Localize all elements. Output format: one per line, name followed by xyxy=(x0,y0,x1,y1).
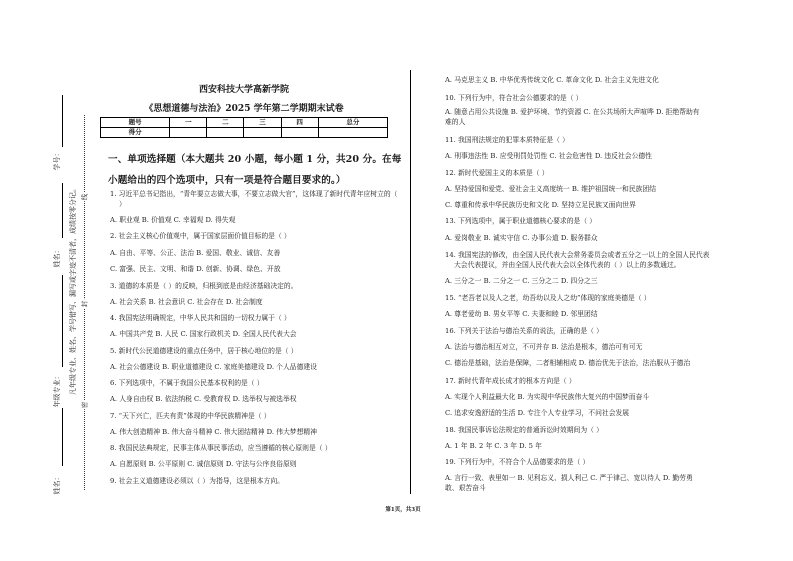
question-stem: 6. 下列选项中，不属于我国公民基本权利的是（ ） xyxy=(110,379,264,387)
score-table-header-row xyxy=(101,118,388,128)
seal-char-mi: 密 xyxy=(80,401,89,409)
question-stem: 19. 下列行为中，不符合个人品德要求的是（ ） xyxy=(445,458,590,466)
question-stem: 5. 新时代公民道德建设的重点任务中，居于核心地位的是（ ） xyxy=(110,347,298,355)
question-stem: 9. 社会主义道德建设必须以（ ）为指导，这是根本方向。 xyxy=(110,477,284,485)
question-stem: 12. 新时代爱国主义的本质是（ ） xyxy=(445,169,549,177)
question-stem: 7. “天下兴亡，匹夫有责”体现的中华民族精神是（ ） xyxy=(110,412,271,420)
question-options: A. 法治与德治相互对立，不可并存 B. 法治是根本，德治可有可无 xyxy=(445,343,643,351)
score-table-label: 得分 xyxy=(101,128,170,138)
question-options: A. 坚持爱国和爱党、爱社会主义高度统一 B. 维护祖国统一和民族团结 xyxy=(445,185,657,193)
score-table-score-row xyxy=(101,128,388,138)
question-options: A. 实现个人利益最大化 B. 为实现中华民族伟大复兴的中国梦而奋斗 xyxy=(445,393,650,401)
question-options: C. 追求安逸舒适的生活 D. 专注个人专业学习，不问社会发展 xyxy=(445,409,630,417)
question-options: A. 社会关系 B. 社会意识 C. 社会存在 D. 社会制度 xyxy=(110,298,263,306)
question-options: C. 富强、民主、文明、和谐 D. 创新、协调、绿色、开放 xyxy=(110,265,281,273)
question-options: A. 刑事违法性 B. 应受刑罚处罚性 C. 社会危害性 D. 违反社会公德性 xyxy=(445,152,652,160)
question-options: A. 自由、平等、公正、法治 B. 爱国、敬业、诚信、友善 xyxy=(110,249,281,257)
score-table-col: 二 xyxy=(207,118,244,128)
question-stem: 4. 我国宪法明确规定，中华人民共和国的一切权力属于（ ） xyxy=(110,314,291,322)
name-label: 姓名： xyxy=(53,246,61,268)
question-options: C. 德治是基础，法治是保障，二者相辅相成 D. 德治优先于法治，法治服从于德治 xyxy=(445,359,691,367)
score-table-col: 一 xyxy=(170,118,207,128)
question-stem: 14. 我国宪法的修改，由全国人民代表大会常务委员会或者五分之一以上的全国人民代表大会代表提议，并由全国人民代表大会以全体代表的（ ）以上的多数通过。 xyxy=(445,251,710,269)
question-options: A. 人身自由权 B. 依法纳税 C. 受教育权 D. 选举权与被选举权 xyxy=(110,395,297,403)
score-table xyxy=(100,117,388,138)
question-stem: 15. “老吾老以及人之老，幼吾幼以及人之幼”体现的家庭美德是（ ） xyxy=(445,294,651,302)
score-table-col: 三 xyxy=(244,118,281,128)
question-stem: 11. 我国刑法规定的犯罪本质特征是（ ） xyxy=(445,136,569,144)
student-id-field[interactable] xyxy=(62,183,63,238)
question-options: A. 伟大创造精神 B. 伟大奋斗精神 C. 伟大团结精神 D. 伟大梦想精神 xyxy=(110,428,317,436)
student-id-label: 学号： xyxy=(53,149,61,171)
score-cell xyxy=(207,128,244,138)
question-options: A. 马克思主义 B. 中华优秀传统文化 C. 革命文化 D. 社会主义先进文化 xyxy=(445,76,659,84)
question-options: A. 三分之一 B. 二分之一 C. 三分之二 D. 四分之三 xyxy=(445,277,598,285)
section-heading-cont: 小题给出的四个选项中，只有一项是符合题目要求的。） xyxy=(108,175,346,186)
question-stem: 18. 我国民事诉讼法规定的普通诉讼时效期间为（ ） xyxy=(445,426,603,434)
school-name: 西安科技大学高新学院 xyxy=(198,85,289,95)
question-options: A. 随意占用公共设施 B. 爱护环境、节约资源 C. 在公共场所大声喧哗 D. 拒绝帮助有难的人 xyxy=(445,108,700,126)
score-cell xyxy=(281,128,318,138)
question-stem: 1. 习近平总书记指出，“青年要立志做大事，不要立志做大官”，这体现了新时代青年应树立的（ ） xyxy=(110,190,398,208)
score-cell xyxy=(170,128,207,138)
name-field[interactable] xyxy=(62,275,63,367)
question-options: A. 1 年 B. 2 年 C. 3 年 D. 5 年 xyxy=(445,442,542,450)
question-options: A. 爱岗敬业 B. 诚实守信 C. 办事公道 D. 服务群众 xyxy=(445,234,598,242)
question-options: A. 职业观 B. 价值观 C. 幸福观 D. 得失观 xyxy=(110,216,236,224)
question-stem: 17. 新时代青年成长成才的根本方向是（ ） xyxy=(445,377,576,385)
question-options: A. 尊老爱幼 B. 男女平等 C. 夫妻和睦 D. 邻里团结 xyxy=(445,310,598,318)
question-options: A. 言行一致、表里如一 B. 见利忘义、损人利己 C. 严于律己、宽以待人 D. 勤劳勇敢、艰苦奋斗 xyxy=(445,474,693,492)
page-footer: 第1页，共3页 xyxy=(385,507,421,513)
score-table-col: 总分 xyxy=(318,118,387,128)
column-divider xyxy=(410,70,411,494)
question-stem: 8. 我国民法典规定，民事主体从事民事活动，应当遵循的核心原则是（ ） xyxy=(110,444,332,452)
name-label-2: 姓名： xyxy=(53,473,61,495)
question-options: A. 自愿原则 B. 公平原则 C. 诚信原则 D. 守法与公序良俗原则 xyxy=(110,460,297,468)
score-cell xyxy=(318,128,387,138)
question-options: A. 中国共产党 B. 人民 C. 国家行政机关 D. 全国人民代表大会 xyxy=(110,330,297,338)
grade-major-field[interactable] xyxy=(62,408,63,466)
question-stem: 13. 下列选项中，属于职业道德核心要求的是（ ） xyxy=(445,217,597,225)
score-cell xyxy=(244,128,281,138)
question-options: C. 尊重和传承中华民族历史和文化 D. 坚持立足民族又面向世界 xyxy=(445,201,636,209)
margin-notice: 凡年级专业、姓名、学号错写、漏写或字迹不清者，成绩按零分记。 xyxy=(69,185,77,395)
exam-title: 《思想道德与法治》2025 学年第二学期期末试卷 xyxy=(144,104,344,114)
grade-major-label: 年级专业： xyxy=(53,372,61,408)
question-options: A. 社会公德建设 B. 职业道德建设 C. 家庭美德建设 D. 个人品德建设 xyxy=(110,363,317,371)
seal-char-feng: 封 xyxy=(80,300,89,308)
seal-char-xian: 线 xyxy=(80,193,89,201)
margin-rule xyxy=(62,95,63,147)
question-stem: 2. 社会主义核心价值观中，属于国家层面价值目标的是（ ） xyxy=(110,232,291,240)
question-stem: 3. 道德的本质是（ ）的反映，归根到底是由经济基础决定的。 xyxy=(110,282,298,290)
score-table-label: 题号 xyxy=(101,118,170,128)
section-heading: 一、单项选择题（本大题共 20 小题，每小题 1 分，共20 分。在每 xyxy=(108,154,402,165)
question-stem: 10. 下列行为中，符合社会公德要求的是（ ） xyxy=(445,94,583,102)
question-stem: 16. 下列关于法治与德治关系的说法，正确的是（ ） xyxy=(445,327,603,335)
score-table-col: 四 xyxy=(281,118,318,128)
